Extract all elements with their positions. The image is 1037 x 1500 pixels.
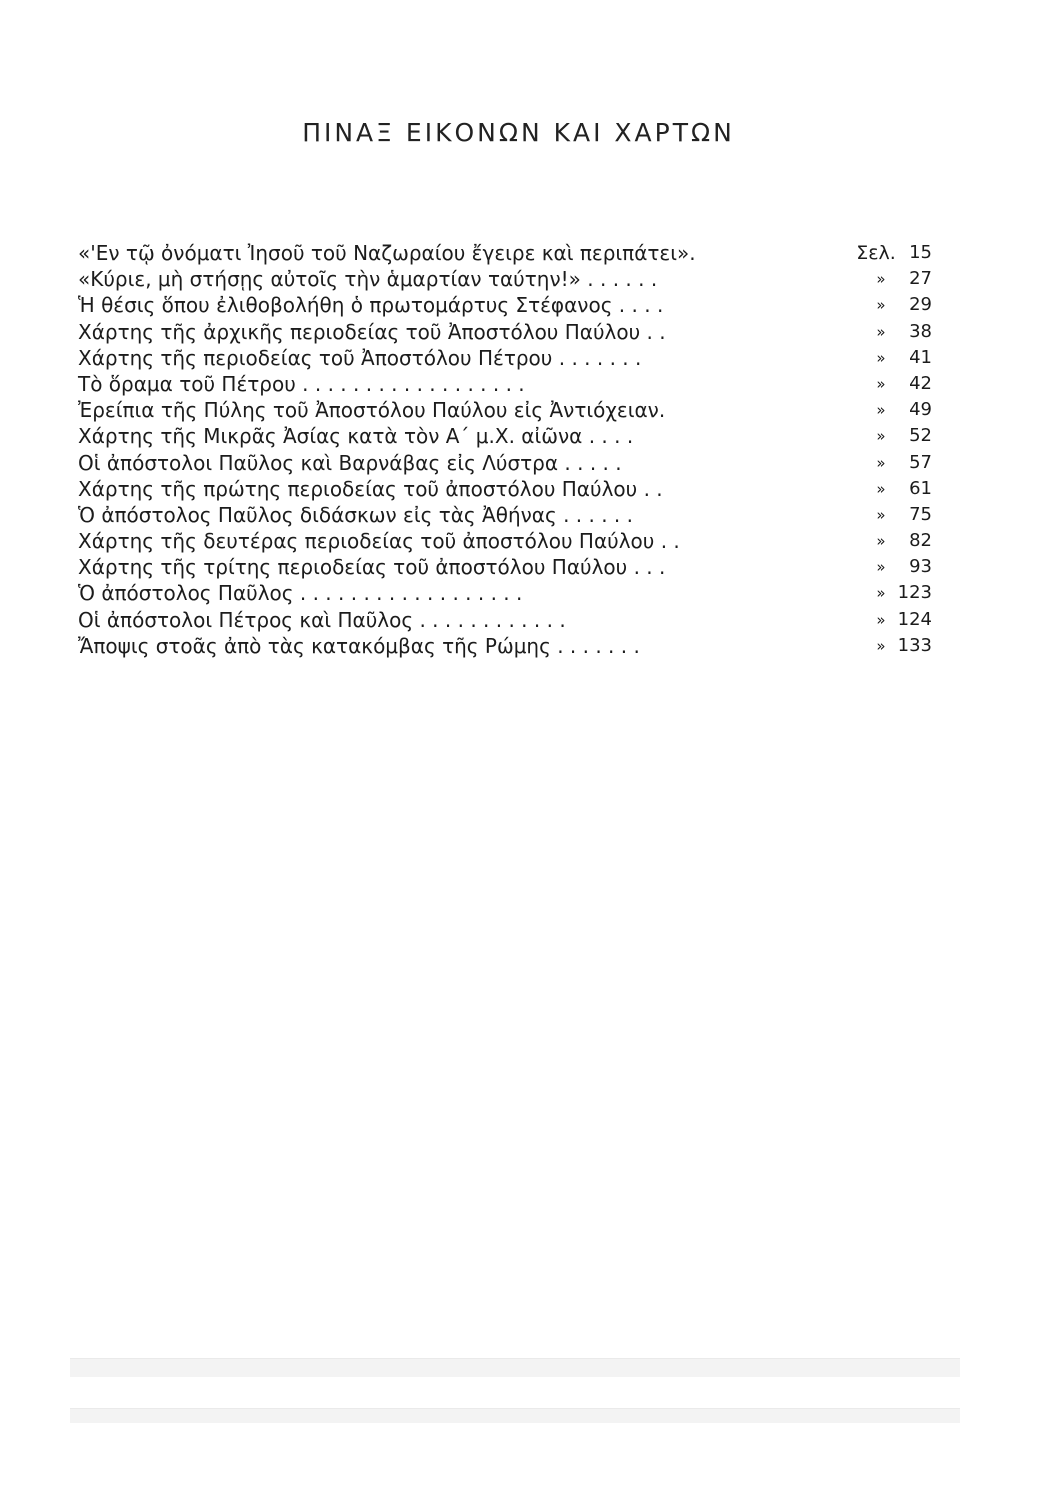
toc-entry (66, 528, 946, 554)
toc-entry-ref: » (876, 505, 886, 524)
toc-entry-ref: » (876, 296, 886, 315)
toc-entry-ref: » (876, 453, 886, 472)
toc-entry (66, 423, 946, 449)
toc-entry-page: 38 (909, 320, 932, 342)
toc-entry-page: 42 (909, 372, 932, 394)
toc-entry-ref: » (876, 348, 886, 367)
toc-entry-title: Χάρτης τῆς πρώτης περιοδείας τοῦ ἀποστόλου Παύλου . . (78, 476, 663, 501)
toc-entry-title: Χάρτης τῆς ἀρχικῆς περιοδείας τοῦ Ἀποστόλου Παύλου . . (78, 319, 666, 344)
toc-entry-page: 27 (909, 268, 932, 290)
toc-entry (66, 397, 946, 423)
toc-entry-title: Οἱ ἀπόστολοι Παῦλος καὶ Βαρνάβας εἰς Λύστρα . . . . . (78, 450, 622, 475)
toc-entry-title: Χάρτης τῆς Μικρᾶς Ἀσίας κατὰ τὸν Α΄ μ.Χ. αἰῶνα . . . . (78, 424, 634, 449)
toc-entry-ref: » (876, 532, 886, 551)
toc-entry-page: 61 (909, 477, 932, 499)
toc-entry-page: 57 (909, 451, 932, 473)
toc-entry (66, 266, 946, 292)
toc-entry-page: 15 (909, 242, 932, 263)
toc-entry-title: Ἄποψις στοᾶς ἀπὸ τὰς κατακόμβας τῆς Ρώμης . . . . . . . (78, 633, 640, 658)
toc-entry-ref: » (876, 322, 886, 341)
toc-entry-ref: » (876, 427, 886, 446)
toc-entry-page: 41 (909, 346, 932, 368)
toc-entry-title: «Κύριε, μὴ στήσῃς αὐτοῖς τὴν ἁμαρτίαν ταύτην!» . . . . . . (78, 267, 658, 292)
bleed-through-strip (70, 1408, 960, 1423)
toc-entry-ref: » (876, 610, 886, 629)
toc-entry-ref: » (876, 558, 886, 577)
toc-list (66, 240, 946, 659)
toc-entry (66, 371, 946, 397)
toc-entry-page: 124 (897, 608, 932, 630)
toc-entry-ref: » (876, 584, 886, 603)
toc-entry-title: Ὁ ἀπόστολος Παῦλος . . . . . . . . . . . . . . . . . . (78, 581, 523, 606)
toc-entry-title: Χάρτης τῆς δευτέρας περιοδείας τοῦ ἀποστόλου Παύλου . . (78, 529, 680, 554)
toc-entry (66, 633, 946, 659)
toc-entry-ref: » (876, 479, 886, 498)
toc-entry-ref: » (876, 374, 886, 393)
toc-entry-page: 133 (897, 634, 932, 656)
toc-entry (66, 240, 946, 266)
toc-entry-page: 75 (909, 503, 932, 525)
toc-entry-page: 29 (909, 294, 932, 316)
toc-entry (66, 554, 946, 580)
toc-entry (66, 607, 946, 633)
toc-entry-title: «'Εν τῷ ὀνόματι Ἰησοῦ τοῦ Ναζωραίου ἔγειρε καὶ περιπάτει». (78, 241, 696, 265)
toc-entry (66, 476, 946, 502)
toc-entry-page: 52 (909, 425, 932, 447)
toc-entry-ref: » (876, 401, 886, 420)
toc-entry-title: Τὸ ὅραμα τοῦ Πέτρου . . . . . . . . . . . . . . . . . . (78, 371, 525, 396)
toc-entry-ref: » (876, 636, 886, 655)
toc-entry (66, 450, 946, 476)
toc-entry-title: Οἱ ἀπόστολοι Πέτρος καὶ Παῦλος . . . . . . . . . . . . (78, 607, 566, 632)
toc-entry (66, 319, 946, 345)
bleed-through-strip (70, 1358, 960, 1377)
toc-entry-ref: Σελ. (856, 242, 896, 264)
toc-entry (66, 580, 946, 606)
toc-entry-page: 123 (897, 582, 932, 604)
toc-entry-ref: » (876, 270, 886, 289)
toc-entry (66, 502, 946, 528)
toc-entry-page: 82 (909, 530, 932, 552)
page-title: ΠΙΝΑΞ ΕΙΚΟΝΩΝ ΚΑΙ ΧΑΡΤΩΝ (302, 118, 735, 147)
toc-entry-page: 93 (909, 556, 932, 578)
toc-entry-title: Χάρτης τῆς περιοδείας τοῦ Ἀποστόλου Πέτρου . . . . . . . (78, 345, 642, 370)
toc-entry-title: Ἐρείπια τῆς Πύλης τοῦ Ἀποστόλου Παύλου εἰς Ἀντιόχειαν. (78, 398, 666, 423)
toc-entry-title: Ἡ θέσις ὅπου ἐλιθοβολήθη ὁ πρωτομάρτυς Στέφανος . . . . (78, 293, 664, 318)
toc-entry-title: Χάρτης τῆς τρίτης περιοδείας τοῦ ἀποστόλου Παύλου . . . (78, 555, 666, 580)
toc-entry (66, 292, 946, 318)
toc-entry-title: Ὁ ἀπόστολος Παῦλος διδάσκων εἰς τὰς Ἀθήνας . . . . . . (78, 502, 633, 527)
toc-entry-page: 49 (909, 399, 932, 421)
toc-entry (66, 345, 946, 371)
